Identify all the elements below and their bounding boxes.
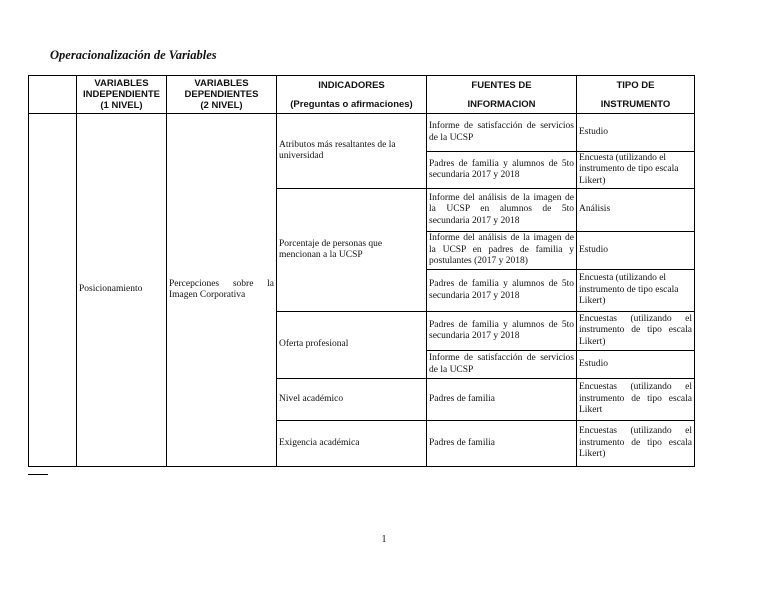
header-instrument-type: TIPO DE INSTRUMENTO	[577, 76, 695, 114]
source-cell: Padres de familia y alumnos de 5to secundaria 2017 y 2018	[427, 152, 577, 189]
instrument-cell: Encuesta (utilizando el instrumento de tipo escala Likert)	[577, 270, 695, 312]
instrument-cell: Estudio	[577, 232, 695, 270]
instrument-cell: Encuestas (utilizando el instrumento de tipo escala Likert)	[577, 421, 695, 467]
header-dependent-variables: VARIABLES DEPENDIENTES (2 NIVEL)	[167, 76, 277, 114]
indicator-cell: Atributos más resaltantes de la universidad	[277, 114, 427, 189]
independent-variable-cell: Posicionamiento	[77, 114, 167, 467]
indicator-cell: Porcentaje de personas que mencionan a la UCSP	[277, 189, 427, 312]
source-cell: Informe de satisfacción de servicios de la UCSP	[427, 114, 577, 152]
table-header-row	[29, 76, 695, 114]
header-independent-variables: VARIABLES INDEPENDIENTE (1 NIVEL)	[77, 76, 167, 114]
indicator-cell: Exigencia académica	[277, 421, 427, 467]
source-cell: Informe del análisis de la imagen de la UCSP en padres de familia y postulantes (2017 y 2018)	[427, 232, 577, 270]
page-number: 1	[381, 534, 387, 545]
indicator-cell: Oferta profesional	[277, 312, 427, 379]
table-bottom-rule	[28, 474, 48, 475]
header-sources: FUENTES DE INFORMACION	[427, 76, 577, 114]
instrument-cell: Encuestas (utilizando el instrumento de tipo escala Likert	[577, 379, 695, 421]
dependent-variable-cell: Percepciones sobre la Imagen Corporativa	[167, 114, 277, 467]
document-title: Operacionalización de Variables	[50, 48, 217, 62]
header-indicators: INDICADORES (Preguntas o afirmaciones)	[277, 76, 427, 114]
source-cell: Informe del análisis de la imagen de la UCSP en alumnos de 5to secundaria 2017 y 2018	[427, 189, 577, 232]
instrument-cell: Encuestas (utilizando el instrumento de tipo escala Likert)	[577, 312, 695, 351]
source-cell: Informe de satisfacción de servicios de la UCSP	[427, 351, 577, 379]
indicator-cell: Nivel académico	[277, 379, 427, 421]
source-cell: Padres de familia	[427, 421, 577, 467]
source-cell: Padres de familia y alumnos de 5to secundaria 2017 y 2018	[427, 312, 577, 351]
instrument-cell: Análisis	[577, 189, 695, 232]
source-cell: Padres de familia y alumnos de 5to secundaria 2017 y 2018	[427, 270, 577, 312]
instrument-cell: Estudio	[577, 351, 695, 379]
source-cell: Padres de familia	[427, 379, 577, 421]
instrument-cell: Estudio	[577, 114, 695, 152]
table-row	[29, 114, 695, 152]
instrument-cell: Encuesta (utilizando el instrumento de tipo escala Likert)	[577, 152, 695, 189]
operationalization-table	[28, 75, 695, 467]
header-blank	[29, 76, 77, 114]
blank-cell	[29, 114, 77, 467]
